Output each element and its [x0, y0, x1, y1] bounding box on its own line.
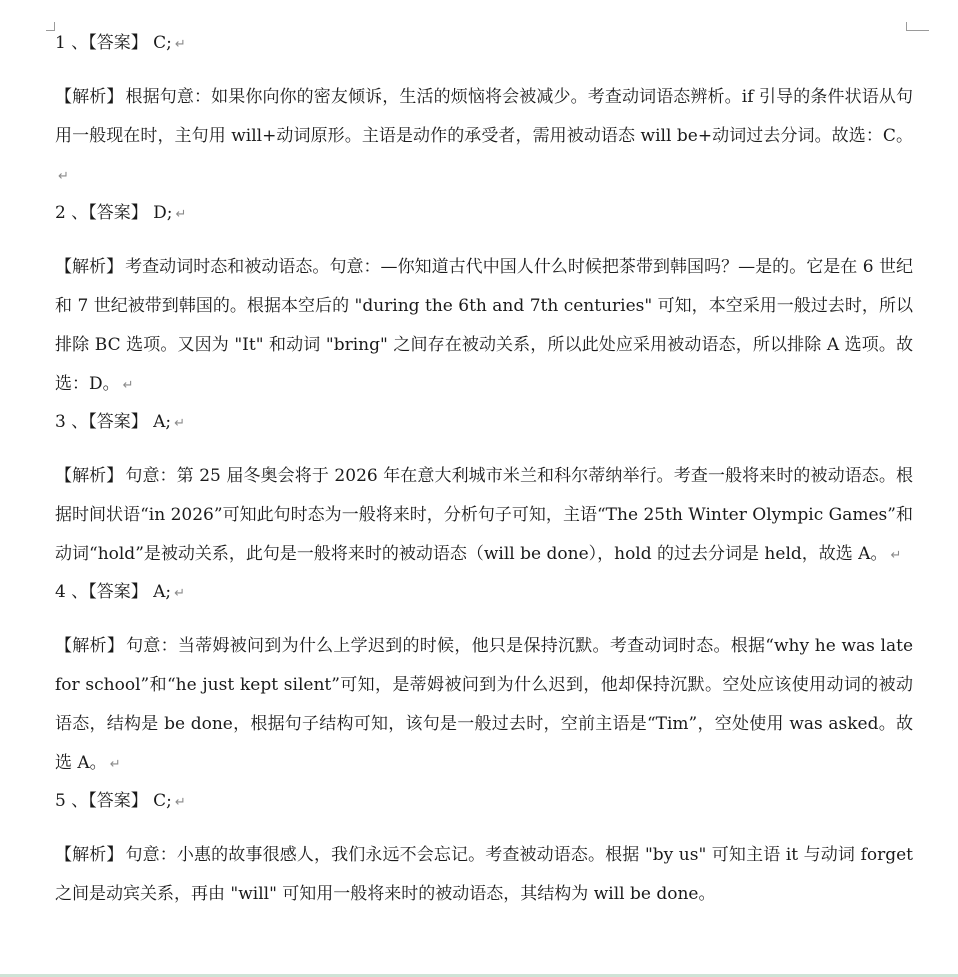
- explanation-paragraph-5: [55, 836, 913, 914]
- explanation-header: 【解析】: [55, 845, 124, 865]
- paragraph-mark-icon: ↵: [122, 378, 134, 393]
- paragraph-mark-icon: ↵: [175, 207, 187, 222]
- explanation-paragraph-3: [55, 457, 913, 575]
- explanation-paragraph-4: [55, 627, 913, 784]
- explanation-text: 句意：小惠的故事很感人，我们永远不会忘记。考查被动语态。根据 "by us" 可知主语 it 与动词 forget 之间是动宾关系，再由 "will" 可知用一般将来时的被动语态，其结构为 will be done。: [55, 845, 914, 904]
- explanation-text: 句意：当蒂姆被问到为什么上学迟到的时候，他只是保持沉默。考查动词时态。根据“why he was late for school”和“he just kept silent”可知，是蒂姆被问到为什么迟到，他却保持沉默。空处应该使用动词的被动语态，结构是 be done，根据句子结构可知，该句是一般过去时，空前主语是“Tim”，空处使用 was asked。故选 A。: [55, 636, 914, 773]
- explanation-text: 句意：第 25 届冬奥会将于 2026 年在意大利城市米兰和科尔蒂纳举行。考查一般将来时的被动语态。根据时间状语“in 2026”可知此句时态为一般将来时，分析句子可知，主语“The 25th Winter Olympic Games”和动词“hold”是被动关系，此句是一般将来时的被动语态（will be done），hold 的过去分词是 held，故选 A。: [55, 466, 913, 564]
- explanation-paragraph-2: [55, 248, 913, 405]
- answer-line-3: [55, 409, 913, 437]
- margin-corner-mark-left: [46, 22, 55, 31]
- paragraph-mark-icon: ↵: [58, 169, 69, 184]
- explanation-header: 【解析】: [55, 87, 124, 107]
- document-body: [55, 30, 913, 918]
- explanation-text: 考查动词时态和被动语态。句意：—你知道古代中国人什么时候把茶带到韩国吗？—是的。它是在 6 世纪和 7 世纪被带到韩国的。根据本空后的 "during the 6th and 7th centuries" 可知，本空采用一般过去时，所以排除 BC 选项。又因为 "It" 和动词 "bring" 之间存在被动关系，所以此处应采用被动语态，所以排除 A 选项。故选：D。: [55, 257, 914, 394]
- paragraph-mark-icon: ↵: [174, 37, 186, 52]
- paragraph-mark-icon: ↵: [174, 586, 186, 601]
- paragraph-mark-icon: ↵: [174, 416, 186, 431]
- answer-text: 4 、【答案】 A;: [55, 582, 172, 602]
- answer-text: 5 、【答案】 C;: [55, 791, 172, 811]
- explanation-text: 根据句意：如果你向你的密友倾诉，生活的烦恼将会被减少。考查动词语态辨析。if 引导的条件状语从句用一般现在时，主句用 will+动词原形。主语是动作的承受者，需用被动语态 will be+动词过去分词。故选：C。: [55, 87, 913, 146]
- answer-text: 3 、【答案】 A;: [55, 412, 172, 432]
- paragraph-mark-icon: ↵: [174, 795, 186, 810]
- explanation-header: 【解析】: [55, 636, 125, 656]
- explanation-header: 【解析】: [55, 466, 124, 486]
- answer-line-1: [55, 30, 913, 58]
- explanation-paragraph-1: [55, 78, 913, 196]
- answer-line-5: [55, 788, 913, 816]
- answer-line-2: [55, 200, 913, 228]
- answer-line-4: [55, 579, 913, 607]
- explanation-header: 【解析】: [55, 257, 124, 277]
- paragraph-mark-icon: ↵: [109, 757, 121, 772]
- answer-text: 2 、【答案】 D;: [55, 203, 173, 223]
- answer-text: 1 、【答案】 C;: [55, 33, 172, 53]
- paragraph-mark-icon: ↵: [890, 548, 902, 563]
